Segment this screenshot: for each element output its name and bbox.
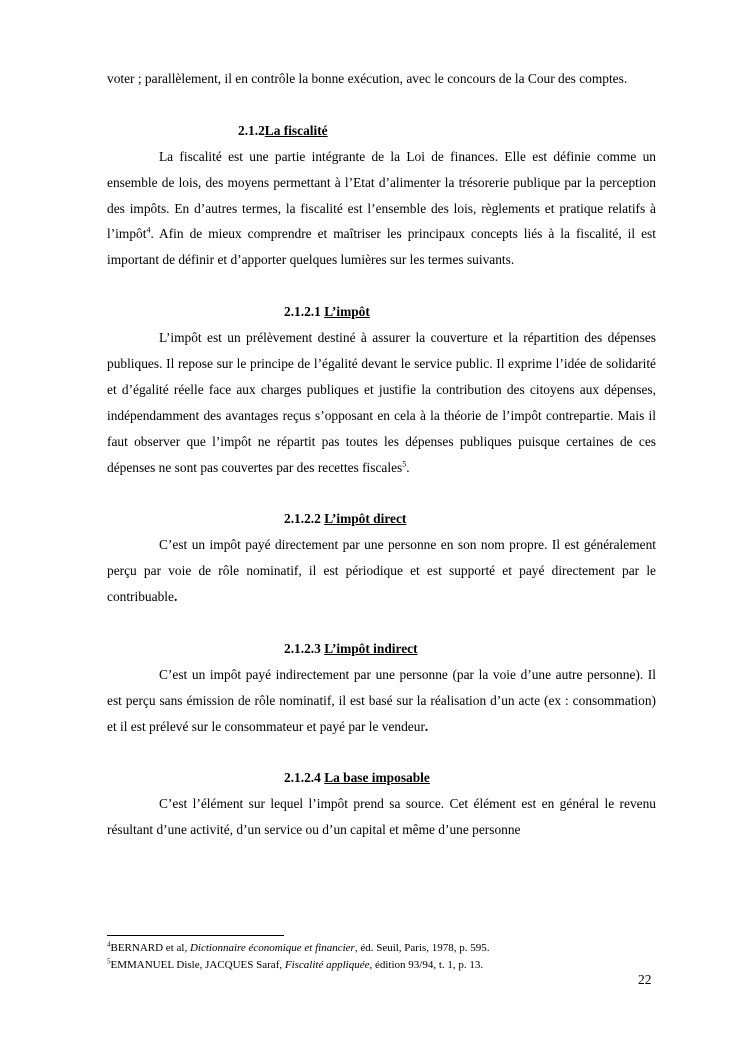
footnote-ref-4: 4 — [146, 225, 151, 235]
heading-number: 2.1.2.3 — [284, 640, 321, 656]
heading-impot-direct — [107, 506, 656, 532]
heading-title: L’impôt — [324, 304, 370, 320]
paragraph-impot: L’impôt est un prélèvement destiné à assurer la couverture et la répartition des dépenses publiques. Il repose sur le principe de l’égalité devant le service public. Il exprime l’idée de solidarité et d’égalité réelle face aux charges publiques et justifie la contribution des citoyens aux dépenses, indépendamment des avantages reçus s’opposant en cela à la théorie de l’impôt contrepartie. Mais il faut observer que l’impôt ne répartit pas toutes les dépenses publiques puisque certaines de ces dépenses ne sont pas couvertes par des recettes fiscales$^5$. — [107, 330, 656, 475]
heading-impot-indirect — [107, 636, 656, 662]
heading-impot — [107, 299, 656, 325]
heading-number: 2.1.2.2 — [284, 511, 321, 527]
heading-base-imposable — [107, 765, 656, 791]
paragraph-impot-direct: C’est un impôt payé directement par une personne en son nom propre. Il est généralement perçu par voie de rôle nominatif, il est périodique et est supporté et payé directement par le contribuable. — [107, 537, 656, 605]
paragraph-impot-indirect: C’est un impôt payé indirectement par une personne (par la voie d’une autre personne). Il est perçu sans émission de rôle nominatif, il est basé sur la réalisation d’un acte (ex : consommation) et il est prélevé sur le consommateur et payé par le vendeur. — [107, 666, 656, 734]
footnote-rule — [107, 935, 284, 936]
intro-paragraph: voter ; parallèlement, il en contrôle la bonne exécution, avec le concours de la Cour des comptes. — [107, 71, 628, 86]
heading-number: 2.1.2.1 — [284, 304, 321, 320]
heading-number: 2.1.2.4 — [284, 770, 321, 786]
heading-fiscalite — [107, 118, 656, 144]
heading-number: 2.1.2 — [238, 122, 265, 138]
heading-title: L’impôt direct — [324, 511, 407, 527]
heading-title: La fiscalité — [264, 122, 328, 138]
page-number: 22 — [638, 972, 652, 987]
paragraph-base-imposable: C’est l’élément sur lequel l’impôt prend sa source. Cet élément est en général le revenu résultant d’une activité, d’un service ou d’un capital et même d’une personne — [107, 796, 656, 838]
footnotes — [107, 935, 656, 974]
footnote-ref-5: 5 — [402, 459, 407, 469]
footnote-5: $^5$EMMANUEL Disle, JACQUES Saraf, Fiscalité appliquée, édition 93/94, t. 1, p. 13. — [107, 957, 484, 971]
page-body — [107, 66, 656, 843]
paragraph-fiscalite: La fiscalité est une partie intégrante de la Loi de finances. Elle est définie comme un ensemble de lois, des moyens permettant à l’Etat d’alimenter la trésorerie publique par la perception des impôts. En d’autres termes, la fiscalité est l’ensemble des lois, règlements et pratique relatifs à l’impôt$^4$. Afin de mieux comprendre et maîtriser les principaux concepts liés à la fiscalité, il est important de définir et d’apporter quelques lumières sur les termes suivants. — [107, 148, 656, 268]
footnote-4: $^4$BERNARD et al, Dictionnaire économique et financier, éd. Seuil, Paris, 1978, p. 595. — [107, 940, 490, 954]
heading-title: L’impôt indirect — [324, 640, 418, 656]
heading-title: La base imposable — [324, 770, 430, 786]
